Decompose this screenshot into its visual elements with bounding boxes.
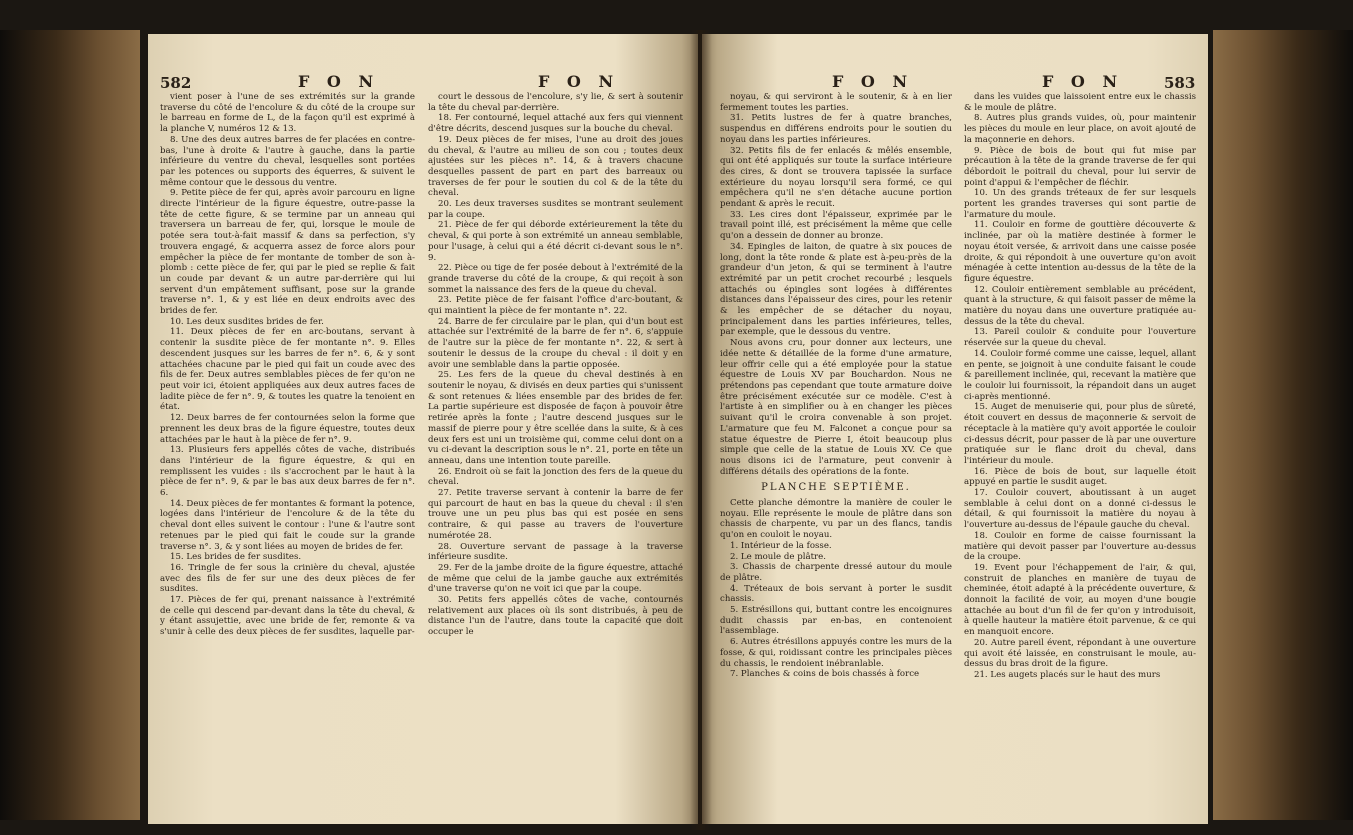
paragraph: Cette planche démontre la manière de couler le noyau. Elle représente le moule de plâtre dans son chassis de charpente, vu par un des flancs, tandis qu'on en couloit le noyau. — [720, 498, 952, 541]
paragraph: 1. Intérieur de la fosse. — [730, 540, 832, 551]
paragraph: 4. Tréteaux de bois servant à porter le susdit chassis. — [720, 583, 952, 605]
left-page-number: 582 — [160, 74, 192, 92]
paragraph: 10. Les deux susdites brides de fer. — [170, 316, 324, 327]
paragraph: 33. Les cires dont l'épaisseur, exprimée par le travail point illé, est précisément la même que celle qu'on a dessein de donner au bronze. — [720, 209, 952, 242]
paragraph: 17. Pièces de fer qui, prenant naissance à l'extrémité de celle qui descend par-devant dans la tête du cheval, & y étant assujettie, avec une bride de fer, remonte & va s'unir à celle des deux pièces de fer susdites, laquelle par- — [160, 595, 415, 638]
left-running-header-1: F O N — [298, 72, 380, 91]
paragraph: 19. Deux pièces de fer mises, l'une au droit des joues du cheval, & l'autre au milieu de son cou ; toutes deux ajustées sur les pièces n°. 14, & à travers chacune desquelles passent de part en part des barreaux ou traverses de fer pour le soutien du col & de la tête du cheval. — [428, 134, 683, 199]
paragraph: 16. Pièce de bois de bout, sur laquelle étoit appuyé en partie le susdit auget. — [964, 466, 1196, 488]
paragraph: dans les vuides que laissoient entre eux le chassis & le moule de plâtre. — [964, 92, 1196, 113]
paragraph: 27. Petite traverse servant à contenir la barre de fer qui parcourt de haut en bas la queue du cheval : il s'en trouve une un peu plus bas qui est posée en sens contraire, & qui passe au travers de l'ouverture numérotée 28. — [428, 488, 683, 541]
right-column-2 — [964, 92, 1196, 681]
left-column-2 — [428, 92, 683, 638]
paragraph: court le dessous de l'encolure, s'y lie, & sert à soutenir la tête du cheval par-derrière. — [428, 92, 683, 113]
paragraph: 25. Les fers de la queue du cheval destinés à en soutenir le noyau, & divisés en deux parties qui s'unissent & sont retenues & liées ensemble par des brides de fer. La partie supérieure est disposée de façon à pouvoir être retirée après la fonte ; l'autre descend jusques sur le massif de pierre pour y être scellée dans la suite, & à ces deux fers est uni un troisième qui, comme celui dont on a vu ci-devant la description sous le n°. 21, porte en tête un anneau, dans une intention toute pareille. — [428, 370, 683, 466]
paragraph: 29. Fer de la jambe droite de la figure équestre, attaché de même que celui de la jambe gauche aux extrémités d'une traverse qu'on ne voit ici que par la coupe. — [428, 562, 683, 595]
paragraph: 19. Event pour l'échappement de l'air, & qui, construit de planches en manière de tuyau de cheminée, étoit adapté à la précédente ouverture, & donnoit la facilité de voir, au moyen d'une bougie attachée au bout d'un fil de fer qu'on y introduisoit, à quelle hauteur la matière étoit parvenue, & ce qui en manquoit encore. — [964, 562, 1196, 638]
paragraph: 32. Petits fils de fer enlacés & mêlés ensemble, qui ont été appliqués sur toute la surface intérieure des cires, & dont se trouvera tapissée la surface extérieure du noyau lorsqu'il sera formé, ce qui empêchera qu'il ne s'en détache aucune portion pendant & après le recuit. — [720, 145, 952, 210]
paragraph: 13. Plusieurs fers appellés côtes de vache, distribués dans l'intérieur de la figure équestre, & qui en remplissent les vuides : ils s'accrochent par le haut à la pièce de fer n°. 9, & par le bas aux deux barres de fer n°. 6. — [160, 445, 415, 499]
paragraph: 23. Petite pièce de fer faisant l'office d'arc-boutant, & qui maintient la pièce de fer montante n°. 22. — [428, 295, 683, 317]
right-column-1 — [720, 92, 952, 680]
right-running-header-1: F O N — [832, 72, 914, 91]
paragraph: 20. Les deux traverses susdites se montrant seulement par la coupe. — [428, 199, 683, 220]
paragraph: 18. Fer contourné, lequel attaché aux fers qui viennent d'être décrits, descend jusques sur la bouche du cheval. — [428, 113, 683, 135]
paragraph: 20. Autre pareil évent, répondant à une ouverture qui avoit été laissée, en construisant le moule, au-dessus du bras droit de la figure. — [964, 637, 1196, 670]
paragraph: 2. Le moule de plâtre. — [730, 551, 826, 562]
paragraph: 14. Deux pièces de fer montantes & formant la potence, logées dans l'intérieur de l'encolure & de la tête du cheval dont elles suivent le contour : l'une & l'autre sont retenues par le pied qui fait le coude sur la grande traverse n°. 3, & y sont liées au moyen de brides de fer. — [160, 498, 415, 552]
paragraph: 8. Une des deux autres barres de fer placées en contre-bas, l'une à droite & l'autre à gauche, dans la partie inférieure du ventre du cheval, lesquelles sont portées par les potences ou supports des équerres, & suivent le même contour que le dessous du ventre. — [160, 134, 415, 188]
paragraph: 11. Deux pièces de fer en arc-boutans, servant à contenir la susdite pièce de fer montante n°. 9. Elles descendent jusques sur les barres de fer n°. 6, & y sont attachées chacune par le pied qui fait un coude avec des fils de fer. Deux autres semblables pièces de fer qu'on ne peut voir ici, étoient appliquées aux deux autres faces de ladite pièce de fer n°. 9, & toutes les quatre la tenoient en état. — [160, 327, 415, 413]
paragraph: 15. Auget de menuiserie qui, pour plus de sûreté, étoit couvert en dessus de maçonnerie & servoit de réceptacle à la matière qu'y avoit apportée le couloir ci-dessus décrit, pour passer de là par une ouverture pratiquée sur le flanc droit du cheval, dans l'intérieur du moule. — [964, 402, 1196, 466]
paragraph: 15. Les brides de fer susdites. — [170, 552, 302, 563]
left-column-1 — [160, 92, 415, 638]
paragraph: 5. Estrésillons qui, buttant contre les encoignures dudit chassis par en-bas, en contenoient l'assemblage. — [720, 605, 952, 637]
paragraph: 7. Planches & coins de bois chassés à force — [730, 669, 920, 680]
paragraph: 3. Chassis de charpente dressé autour du moule de plâtre. — [720, 562, 952, 583]
paragraph: 17. Couloir couvert, aboutissant à un auget semblable à celui dont on a donné ci-dessus le détail, & qui fournissoit la matière du noyau à l'ouverture au-dessus de l'épaule gauche du cheval. — [964, 488, 1196, 531]
paragraph: Nous avons cru, pour donner aux lecteurs, une idée nette & détaillée de la forme d'une armature, leur offrir celle qui a été employée pour la statue équestre de Louis XV par Bouchardon. Nous ne prétendons pas cependant que toute armature doive être précisément exécutée sur ce modèle. C'est à l'artiste à en simplifier ou à en changer les pièces suivant qu'il le croira convenable à son projet. L'armature que feu M. Falconet a conçue pour sa statue équestre de Pierre I, étoit beaucoup plus simple que celle de la statue de Louis XV. Ce que nous disons ici de l'armature, peut convenir à différens détails des opérations de la fonte. — [720, 338, 952, 477]
plate-heading: PLANCHE SEPTIÈME. — [761, 482, 911, 494]
paragraph: 6. Autres étrésillons appuyés contre les murs de la fosse, & qui, roidissant contre les principales pièces du chassis, le rendoient inébranlable. — [720, 637, 952, 669]
right-running-header-2: F O N — [1042, 72, 1124, 91]
paragraph: 30. Petits fers appellés côtes de vache, contournés relativement aux places où ils sont distribués, à peu de distance l'un de l'autre, dans toute la capacité que doit occuper le — [428, 595, 683, 638]
paragraph: 9. Pièce de bois de bout qui fut mise par précaution à la tête de la grande traverse de fer qui débordoit le poitrail du cheval, pour lui servir de point d'appui & l'empêcher de fléchir. — [964, 145, 1196, 188]
right-page — [702, 34, 1208, 824]
paragraph: 13. Pareil couloir & conduite pour l'ouverture réservée sur la queue du cheval. — [964, 327, 1196, 349]
paragraph: noyau, & qui serviront à le soutenir, & à en lier fermement toutes les parties. — [720, 92, 952, 113]
book-gutter — [690, 30, 712, 830]
paragraph: 16. Tringle de fer sous la crinière du cheval, ajustée avec des fils de fer sur une des deux pièces de fer susdites. — [160, 562, 415, 595]
paragraph: 14. Couloir formé comme une caisse, lequel, allant en pente, se joignoit à une conduite faisant le coude & pareillement inclinée, qui, recevant la matière que le couloir lui fournissoit, la répandoit dans un auget ci-après mentionné. — [964, 348, 1196, 402]
paragraph: 8. Autres plus grands vuides, où, pour maintenir les pièces du moule en leur place, on avoit ajouté de la maçonnerie en dehors. — [964, 113, 1196, 145]
left-page — [148, 34, 698, 824]
paragraph: 21. Les augets placés sur le haut des murs — [974, 669, 1161, 680]
paragraph: 12. Deux barres de fer contournées selon la forme que prennent les deux bras de la figure équestre, toutes deux attachées par le haut à la pièce de fer n°. 9. — [160, 413, 415, 445]
paragraph: 31. Petits lustres de fer à quatre branches, suspendus en différens endroits pour le soutien du noyau dans les parties inférieures. — [720, 113, 952, 145]
paragraph: 12. Couloir entièrement semblable au précédent, quant à la structure, & qui faisoit passer de même la matière du noyau dans une ouverture pratiquée au-dessus de la tête du cheval. — [964, 284, 1196, 327]
paragraph: 9. Petite pièce de fer qui, après avoir parcouru en ligne directe l'intérieur de la figure équestre, outre-passe la tête de cette figure, & se termine par un anneau qui traversera un barreau de fer, qui, lorsque le moule de potée sera tout-à-fait massif & dans sa perfection, s'y trouvera engagé, & acquerra assez de force alors pour empêcher la pièce de fer montante de tomber de son à-plomb : cette pièce de fer, qui par le pied se replie & fait un coude par devant & un autre par-derrière qui lui servent d'un empâtement suffisant, pose sur la grande traverse n°. 1, & y est liée en deux endroits avec des brides de fer. — [160, 188, 415, 317]
paragraph: 24. Barre de fer circulaire par le plan, qui d'un bout est attachée sur l'extrémité de la barre de fer n°. 6, s'appuie de l'autre sur la pièce de fer montante n°. 22, & sert à soutenir le dessus de la croupe du cheval : il doit y en avoir une semblable dans la partie opposée. — [428, 316, 683, 370]
right-page-number: 583 — [1164, 74, 1196, 92]
paragraph: 26. Endroit où se fait la jonction des fers de la queue du cheval. — [428, 466, 683, 488]
paragraph: 10. Un des grands tréteaux de fer sur lesquels portent les grandes traverses qui sont partie de l'armature du moule. — [964, 188, 1196, 220]
paragraph: 28. Ouverture servant de passage à la traverse inférieure susdite. — [428, 541, 683, 563]
paragraph: 18. Couloir en forme de caisse fournissant la matière qui devoit passer par l'ouverture au-dessus de la croupe. — [964, 530, 1196, 563]
paragraph: 21. Pièce de fer qui déborde extérieurement la tête du cheval, & qui porte à son extrémité un anneau semblable, pour l'usage, à celui qui a été décrit ci-devant sous le n°. 9. — [428, 220, 683, 263]
paragraph: 11. Couloir en forme de gouttière découverte & inclinée, par où la matière destinée à former le noyau étoit versée, & arrivoit dans une caisse posée droite, & qui répondoit à une ouverture qu'on avoit ménagée à cette intention au-dessus de la tête de la figure équestre. — [964, 220, 1196, 284]
left-running-header-2: F O N — [538, 72, 620, 91]
paragraph: 34. Epingles de laiton, de quatre à six pouces de long, dont la tête ronde & plate est à-peu-près de la grandeur d'un jeton, & qui se terminent à l'autre extrémité par un petit crochet recourbé ; lesquels attachés ou épingles sont logées à différentes distances dans l'épaisseur des cires, pour les retenir & les empêcher de se détacher du noyau, principalement dans les parties inférieures, telles, par exemple, que le dessous du ventre. — [720, 241, 952, 338]
right-page-edges — [1213, 30, 1353, 820]
paragraph: vient poser à l'une de ses extrémités sur la grande traverse du côté de l'encolure & du côté de la croupe sur le barreau en forme de L, de la façon qu'il est exprimé à la planche V, numéros 12 & 13. — [160, 92, 415, 135]
left-page-edges — [0, 30, 140, 820]
paragraph: 22. Pièce ou tige de fer posée debout à l'extrémité de la grande traverse du côté de la croupe, & qui reçoit à son sommet la naissance des fers de la queue du cheval. — [428, 263, 683, 295]
